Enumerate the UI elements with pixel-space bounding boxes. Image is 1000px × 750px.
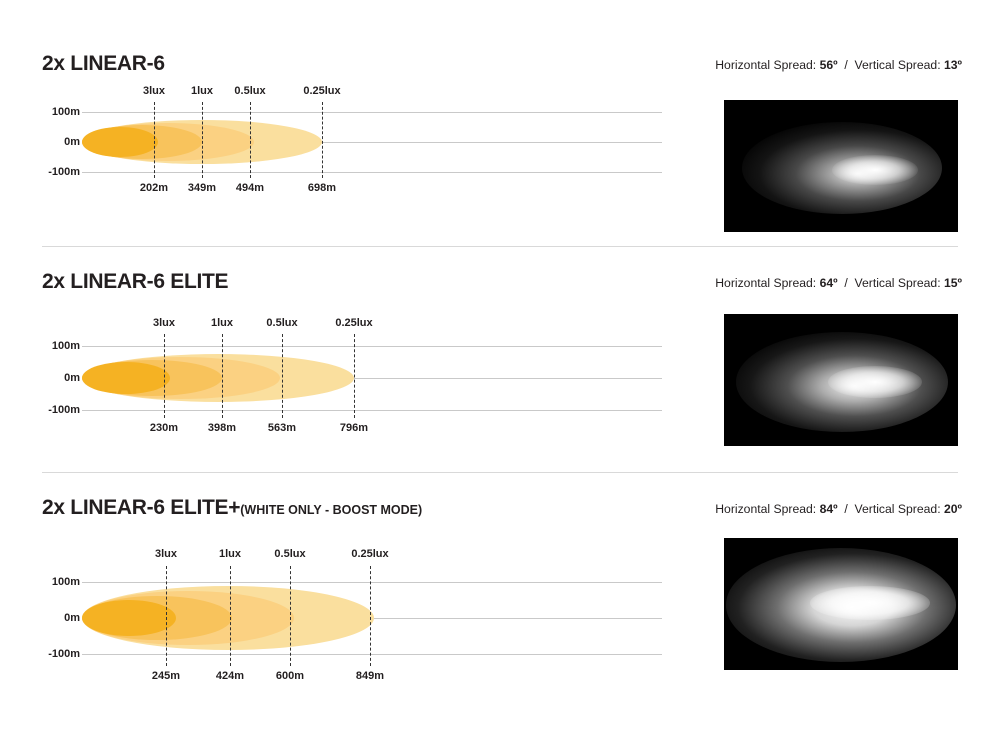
distance-label-1-3: 698m — [307, 182, 337, 194]
beam-lobe-3lux-2 — [82, 362, 170, 394]
vertical-spread-value-2: 15º — [943, 276, 962, 290]
marker-line-025lux-1 — [322, 102, 323, 178]
section-divider-2 — [42, 472, 958, 473]
y-tick-1-1: 0m — [64, 136, 80, 148]
lux-label-3-3: 0.25lux — [351, 548, 389, 560]
distance-label-1-0: 202m — [139, 182, 169, 194]
y-tick-2-2: -100m — [48, 404, 80, 416]
y-tick-1-0: 100m — [51, 106, 80, 118]
lux-label-3-0: 3lux — [154, 548, 178, 560]
y-tick-1-2: -100m — [48, 166, 80, 178]
section-title-3 — [42, 496, 422, 520]
beam-lobe-3lux-1 — [82, 127, 158, 157]
horizontal-spread-label-3: Horizontal Spread: — [715, 502, 817, 516]
section-divider-1 — [42, 246, 958, 247]
lux-label-1-0: 3lux — [142, 85, 166, 97]
beam-plot-1 — [42, 85, 662, 260]
spread-info-1 — [715, 58, 962, 72]
spread-separator-2: / — [844, 276, 848, 290]
spread-info-3 — [715, 502, 962, 516]
glow-hotspot-1 — [832, 155, 918, 185]
marker-line-3lux-1 — [154, 102, 155, 178]
vertical-spread-label-2: Vertical Spread: — [854, 276, 941, 290]
lux-label-2-0: 3lux — [152, 317, 176, 329]
lux-label-2-1: 1lux — [210, 317, 234, 329]
section-subtitle-3: (WHITE ONLY - BOOST MODE) — [240, 503, 423, 517]
y-tick-3-2: -100m — [48, 648, 80, 660]
y-tick-3-1: 0m — [64, 612, 80, 624]
lux-label-1-1: 1lux — [190, 85, 214, 97]
section-title-3-text: 2x LINEAR-6 ELITE+ — [42, 496, 241, 519]
distance-label-1-1: 349m — [187, 182, 217, 194]
marker-line-3lux-3 — [166, 566, 167, 666]
gridline-neg100m-1 — [82, 172, 662, 173]
distance-label-3-1: 424m — [215, 670, 245, 682]
vertical-spread-value-1: 13º — [943, 58, 962, 72]
distance-label-1-2: 494m — [235, 182, 265, 194]
distance-label-3-0: 245m — [151, 670, 181, 682]
marker-line-3lux-2 — [164, 334, 165, 418]
y-tick-2-1: 0m — [64, 372, 80, 384]
distance-label-2-3: 796m — [339, 422, 369, 434]
marker-line-05lux-3 — [290, 566, 291, 666]
lux-label-1-3: 0.25lux — [303, 85, 341, 97]
section-title-1 — [42, 52, 165, 76]
distance-label-3-3: 849m — [355, 670, 385, 682]
y-tick-2-0: 100m — [51, 340, 80, 352]
distance-label-3-2: 600m — [275, 670, 305, 682]
horizontal-spread-value-1: 56º — [819, 58, 838, 72]
spread-info-2 — [715, 276, 962, 290]
beam-plot-3 — [42, 548, 662, 738]
marker-line-1lux-1 — [202, 102, 203, 178]
horizontal-spread-label-1: Horizontal Spread: — [715, 58, 817, 72]
distance-label-2-2: 563m — [267, 422, 297, 434]
glow-hotspot-2 — [828, 366, 922, 398]
gridline-neg100m-2 — [82, 410, 662, 411]
beam-photo-2 — [724, 314, 958, 446]
spread-separator-1: / — [844, 58, 848, 72]
spread-separator-3: / — [844, 502, 848, 516]
y-tick-3-0: 100m — [51, 576, 80, 588]
lux-label-3-1: 1lux — [218, 548, 242, 560]
marker-line-05lux-1 — [250, 102, 251, 178]
section-title-2 — [42, 270, 228, 294]
distance-label-2-0: 230m — [149, 422, 179, 434]
gridline-100m-1 — [82, 112, 662, 113]
marker-line-1lux-2 — [222, 334, 223, 418]
gridline-100m-2 — [82, 346, 662, 347]
horizontal-spread-value-3: 84º — [819, 502, 838, 516]
distance-label-2-1: 398m — [207, 422, 237, 434]
gridline-100m-3 — [82, 582, 662, 583]
lux-label-3-2: 0.5lux — [274, 548, 306, 560]
beam-lobe-3lux-3 — [82, 600, 176, 636]
vertical-spread-label-1: Vertical Spread: — [854, 58, 941, 72]
glow-hotspot-3 — [810, 586, 930, 620]
lux-label-1-2: 0.5lux — [234, 85, 266, 97]
beam-plot-2 — [42, 317, 662, 500]
marker-line-025lux-2 — [354, 334, 355, 418]
horizontal-spread-label-2: Horizontal Spread: — [715, 276, 817, 290]
gridline-neg100m-3 — [82, 654, 662, 655]
vertical-spread-value-3: 20º — [943, 502, 962, 516]
section-title-1-text: 2x LINEAR-6 — [42, 52, 165, 75]
vertical-spread-label-3: Vertical Spread: — [854, 502, 941, 516]
section-title-2-text: 2x LINEAR-6 ELITE — [42, 270, 229, 293]
beam-photo-1 — [724, 100, 958, 232]
marker-line-1lux-3 — [230, 566, 231, 666]
lux-label-2-3: 0.25lux — [335, 317, 373, 329]
lux-label-2-2: 0.5lux — [266, 317, 298, 329]
marker-line-025lux-3 — [370, 566, 371, 666]
horizontal-spread-value-2: 64º — [819, 276, 838, 290]
beam-photo-3 — [724, 538, 958, 670]
marker-line-05lux-2 — [282, 334, 283, 418]
